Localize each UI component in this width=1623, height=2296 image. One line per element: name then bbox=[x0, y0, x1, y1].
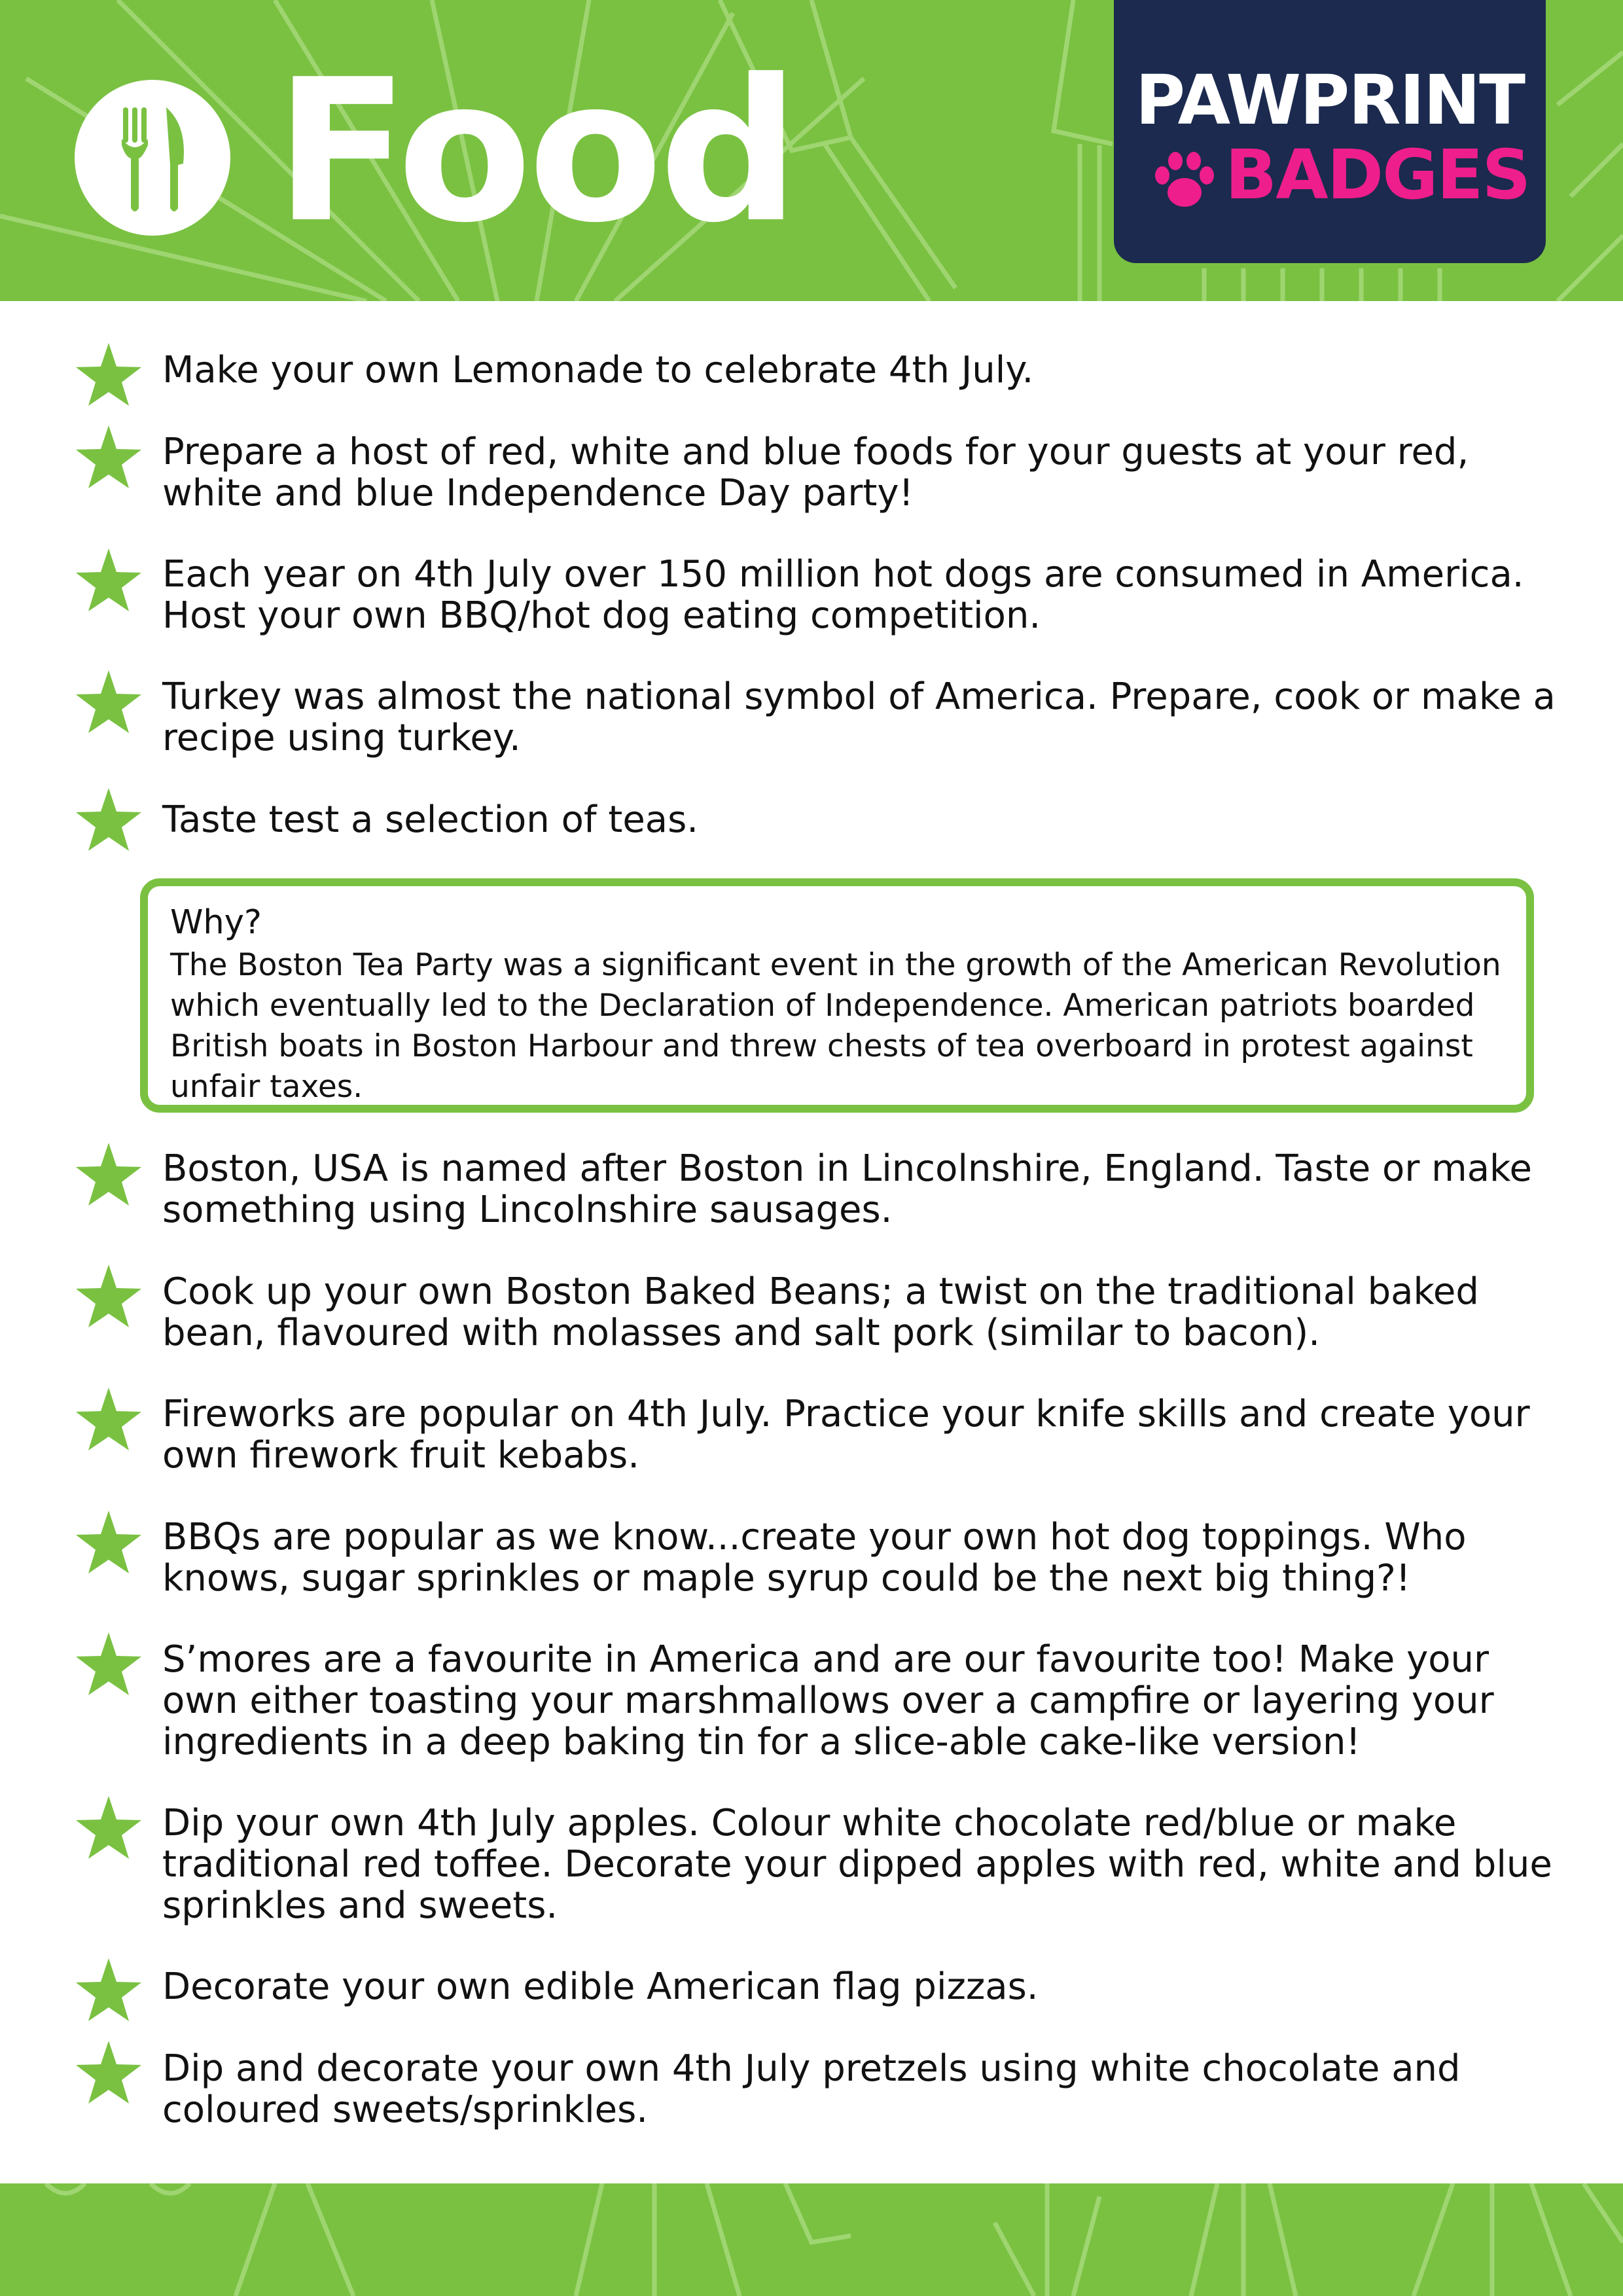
page-title: Food bbox=[275, 37, 796, 266]
footer-banner bbox=[0, 2183, 1623, 2296]
star-bullet-icon bbox=[76, 548, 141, 611]
why-body: The Boston Tea Party was a significant event in the growth of the American Revolution which eventually led to the Declaration of Independence. American patriots boarded British boats in Boston Harbour and threw chests of tea overboard in protest against unfair taxes. bbox=[170, 947, 1501, 1105]
list-item-text: Taste test a selection of teas. bbox=[162, 798, 699, 841]
list-item-text: Turkey was almost the national symbol of America. Prepare, cook or make a recipe using turkey. bbox=[162, 675, 1556, 759]
paw-icon bbox=[1150, 147, 1219, 215]
why-info-box bbox=[140, 878, 1534, 1113]
list-item-text: Boston, USA is named after Boston in Lincolnshire, England. Taste or make something using Lincolnshire sausages. bbox=[162, 1147, 1532, 1231]
star-bullet-icon bbox=[76, 343, 141, 406]
list-item-text: Each year on 4th July over 150 million hot dogs are consumed in America. Host your own BBQ/hot dog eating competition. bbox=[162, 553, 1524, 637]
fork-knife-icon bbox=[75, 80, 230, 236]
list-item-text: Dip your own 4th July apples. Colour white chocolate red/blue or make traditional red toffee. Decorate your dipped apples with red, white and blue sprinkles and sweets. bbox=[162, 1802, 1552, 1927]
star-bullet-icon bbox=[76, 425, 141, 488]
header-banner bbox=[0, 0, 1623, 301]
list-item-text: Fireworks are popular on 4th July. Practice your knife skills and create your own firework fruit kebabs. bbox=[162, 1393, 1530, 1477]
star-bullet-icon bbox=[76, 1511, 141, 1573]
brand-name-line1: PAWPRINT bbox=[1135, 60, 1525, 140]
star-bullet-icon bbox=[76, 1388, 141, 1450]
star-bullet-icon bbox=[76, 788, 141, 851]
star-bullet-icon bbox=[76, 1796, 141, 1859]
brand-name-line2: BADGES bbox=[1225, 135, 1530, 215]
list-item-text: Make your own Lemonade to celebrate 4th July. bbox=[162, 349, 1034, 391]
list-item-text: Decorate your own edible American flag pizzas. bbox=[162, 1965, 1039, 2008]
list-item-text: Cook up your own Boston Baked Beans; a twist on the traditional baked bean, flavoured with molasses and salt pork (similar to bacon). bbox=[162, 1270, 1479, 1354]
star-bullet-icon bbox=[76, 1958, 141, 2021]
star-bullet-icon bbox=[76, 1143, 141, 1206]
star-bullet-icon bbox=[76, 670, 141, 733]
why-title: Why? bbox=[170, 903, 262, 942]
list-item-text: S’mores are a favourite in America and are our favourite too! Make your own either toasting your marshmallows over a campfire or layering your ingredients in a deep baking tin for a slice-able cake-like version! bbox=[162, 1638, 1494, 1763]
decorative-lines bbox=[0, 2183, 1623, 2296]
star-bullet-icon bbox=[76, 1265, 141, 1327]
list-item-text: BBQs are popular as we know...create your own hot dog toppings. Who knows, sugar sprinkles or maple syrup could be the next big thing?! bbox=[162, 1516, 1467, 1600]
list-item-text: Dip and decorate your own 4th July pretzels using white chocolate and coloured sweets/sprinkles. bbox=[162, 2047, 1461, 2131]
brand-logo bbox=[1114, 0, 1546, 263]
list-item-text: Prepare a host of red, white and blue foods for your guests at your red, white and blue Independence Day party! bbox=[162, 431, 1469, 514]
star-bullet-icon bbox=[76, 1632, 141, 1695]
star-bullet-icon bbox=[76, 2041, 141, 2104]
